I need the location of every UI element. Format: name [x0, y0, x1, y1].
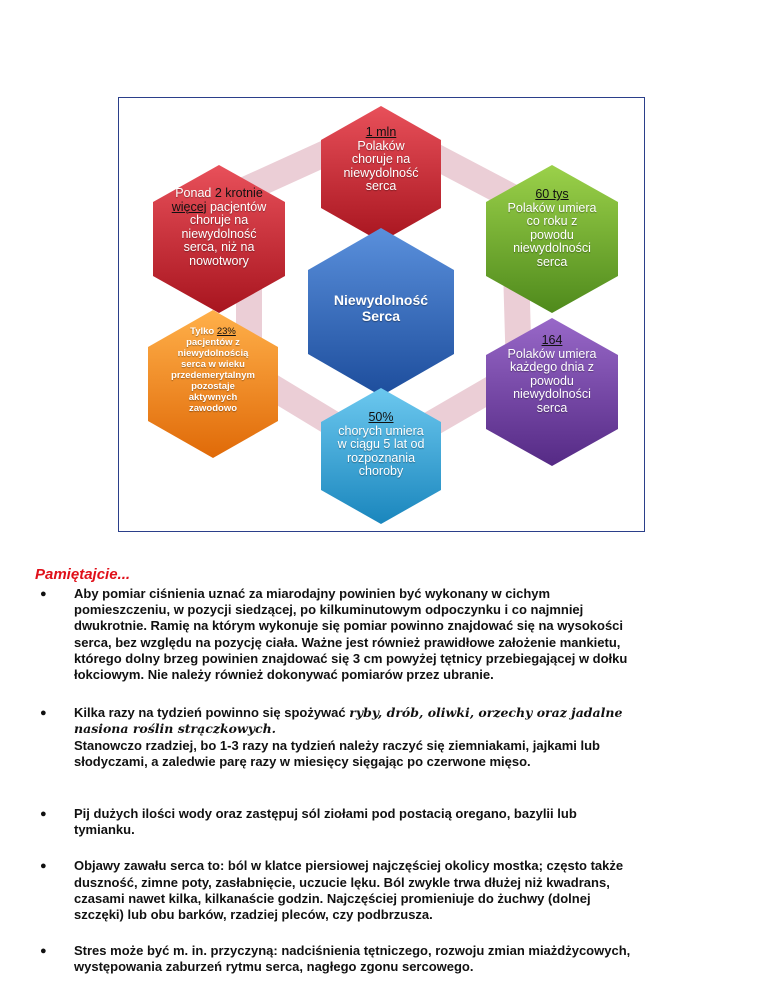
tip-line: duszność, zimne poty, zasłabnięcie, uczucie lęku. Ból zwykle trwa dłużej niż kwadrans, [74, 874, 610, 890]
tip-line: dwukrotnie. Ramię na którym wykonuje się pomiar powinno znajdować się na wysokości [74, 618, 624, 634]
tip-line: pomieszczeniu, w pozycji siedzącej, po kilkuminutowym odpoczynku i co najmniej [74, 602, 584, 618]
hex-top-text [326, 126, 436, 194]
hex-top-left-line: choruje na [189, 213, 249, 227]
hex-top-right-line: Polaków umiera [507, 200, 597, 215]
hex-top-line: Polaków [357, 138, 405, 153]
hex-bottom-highlight: 50% [368, 410, 394, 424]
hex-top-left-text [155, 187, 283, 268]
hex-top-right-line: serca [536, 254, 568, 269]
tip-line: serca, bez względu na pozycję ciała. Ważne jest również prawidłowe założenie mankietu, [74, 634, 621, 650]
tip-foods-continued: nasiona roślin strączkowych. [74, 721, 277, 737]
hex-center-line: Serca [361, 308, 401, 324]
hex-top-left-suffix: pacjentów [206, 199, 267, 214]
hex-bottom-line: w ciągu 5 lat od [337, 437, 425, 451]
hex-bottom-right-line: Polaków umiera [507, 346, 597, 361]
hex-top-left-line1 [155, 187, 283, 201]
hex-bottom-left-line1 [153, 326, 273, 337]
hex-top-left-prefix: Ponad [175, 186, 215, 200]
bullet-icon: ● [40, 808, 47, 821]
hex-bottom-line: rozpoznania [346, 450, 416, 465]
hex-bottom-right-highlight: 164 [541, 333, 563, 347]
tip-line: Objawy zawału serca to: ból w klatce piersiowej najczęściej okolicy mostka; często także [74, 858, 624, 874]
tip-line: słodyczami, a zaledwie parę razy w miesięcy sięgając po czerwone mięso. [74, 753, 531, 769]
hex-top-left-line: serca, niż na [183, 240, 255, 254]
hex-bottom-right-line: każdego dnia z [509, 360, 595, 374]
hex-bottom-left-line: zawodowo [188, 403, 238, 414]
hex-bottom-left-line: niewydolnością [177, 348, 249, 359]
tip-line: szczęki) lub obu barków, rzadziej pleców, czy podbrzusza. [74, 907, 433, 923]
list-item [38, 943, 748, 975]
hex-top-right-highlight: 60 tys [535, 187, 569, 201]
tip-line: występowania zaburzeń rytmu serca, nagłego zgonu sercowego. [74, 959, 474, 975]
hex-top-line: choruje na [351, 152, 411, 166]
bullet-icon: ● [40, 707, 47, 720]
hex-top-left-highlight: 2 krotnie [214, 186, 263, 200]
hex-top-left-highlight2: więcej [171, 199, 207, 214]
hex-bottom-right-line: powodu [530, 373, 574, 388]
hex-top-right-line: powodu [530, 227, 574, 242]
hex-center-text [311, 292, 451, 324]
hex-bottom-text [323, 411, 439, 479]
tip-line: tymianku. [74, 822, 135, 838]
tip-line: Stres może być m. in. przyczyną: nadciśnienia tętniczego, rozwoju zmian miażdżycowych, [74, 943, 631, 959]
list-item [38, 586, 748, 683]
tips-list [38, 586, 748, 976]
hex-bottom-line: choroby [358, 464, 404, 478]
hex-bottom-line: chorych umiera [338, 423, 424, 438]
hex-bottom-left-prefix: Tylko [190, 326, 217, 337]
hex-bottom-left-line: pozostaje [191, 381, 235, 392]
tip-line: czasami nawet kilka, kilkanaście godzin. Najczęściej promieniuje do żuchwy (dolnej [74, 890, 591, 906]
bullet-icon: ● [40, 588, 47, 600]
hex-bottom-left-line: aktywnych [188, 392, 238, 403]
hex-bottom-left-line: serca w wieku [181, 359, 245, 370]
hex-top-right-line: niewydolności [513, 241, 591, 255]
hex-bottom-left-line: pacjentów z [186, 337, 240, 348]
list-item [38, 806, 748, 838]
hex-bottom-left-text [153, 326, 273, 414]
tip-intro: Kilka razy na tydzień powinno się spożywać [74, 705, 350, 721]
hex-bottom-right-line: serca [536, 400, 568, 415]
tip-line [74, 705, 748, 721]
hex-top-right-text [487, 188, 617, 269]
hex-top-line: serca [365, 179, 397, 193]
list-item [38, 705, 748, 770]
section-heading: Pamiętajcie... [35, 566, 131, 583]
hex-bottom-left-line: przedemerytalnym [171, 370, 255, 381]
hex-top-left-line2 [155, 201, 283, 215]
tip-line: Aby pomiar ciśnienia uznać za miarodajny powinien być wykonany w cichym [74, 586, 551, 601]
tip-foods: ryby, drób, oliwki, orzechy oraz jadalne [349, 705, 623, 721]
hex-bottom-left-highlight: 23% [216, 326, 236, 337]
tip-line: Stanowczo rzadziej, bo 1-3 razy na tydzień należy raczyć się ziemniakami, jajkami lub [74, 737, 600, 753]
tip-line: łokciowym. Nie należy również dokonywać pomiarów przez ubranie. [74, 667, 494, 683]
hex-top-highlight: 1 mln [365, 125, 397, 139]
hex-top-right-line: co roku z [526, 214, 578, 228]
list-item [38, 858, 748, 923]
hex-bottom-right-line: niewydolności [513, 387, 591, 401]
hex-top-left-line: nowotwory [189, 253, 249, 268]
bullet-icon: ● [40, 945, 47, 958]
infographic [118, 97, 645, 532]
tip-line: którego dolny brzeg powinien znajdować się 3 cm powyżej tętnicy przebiegającej w dołku [74, 650, 628, 666]
hex-bottom-right-text [487, 334, 617, 415]
hex-top-line: niewydolność [343, 165, 419, 180]
tip-line: Pij dużych ilości wody oraz zastępuj sól ziołami pod postacią oregano, bazylii lub [74, 806, 577, 822]
bullet-icon: ● [40, 860, 47, 873]
hex-center-line: Niewydolność [333, 292, 429, 308]
hex-top-left-line: niewydolność [181, 226, 257, 241]
